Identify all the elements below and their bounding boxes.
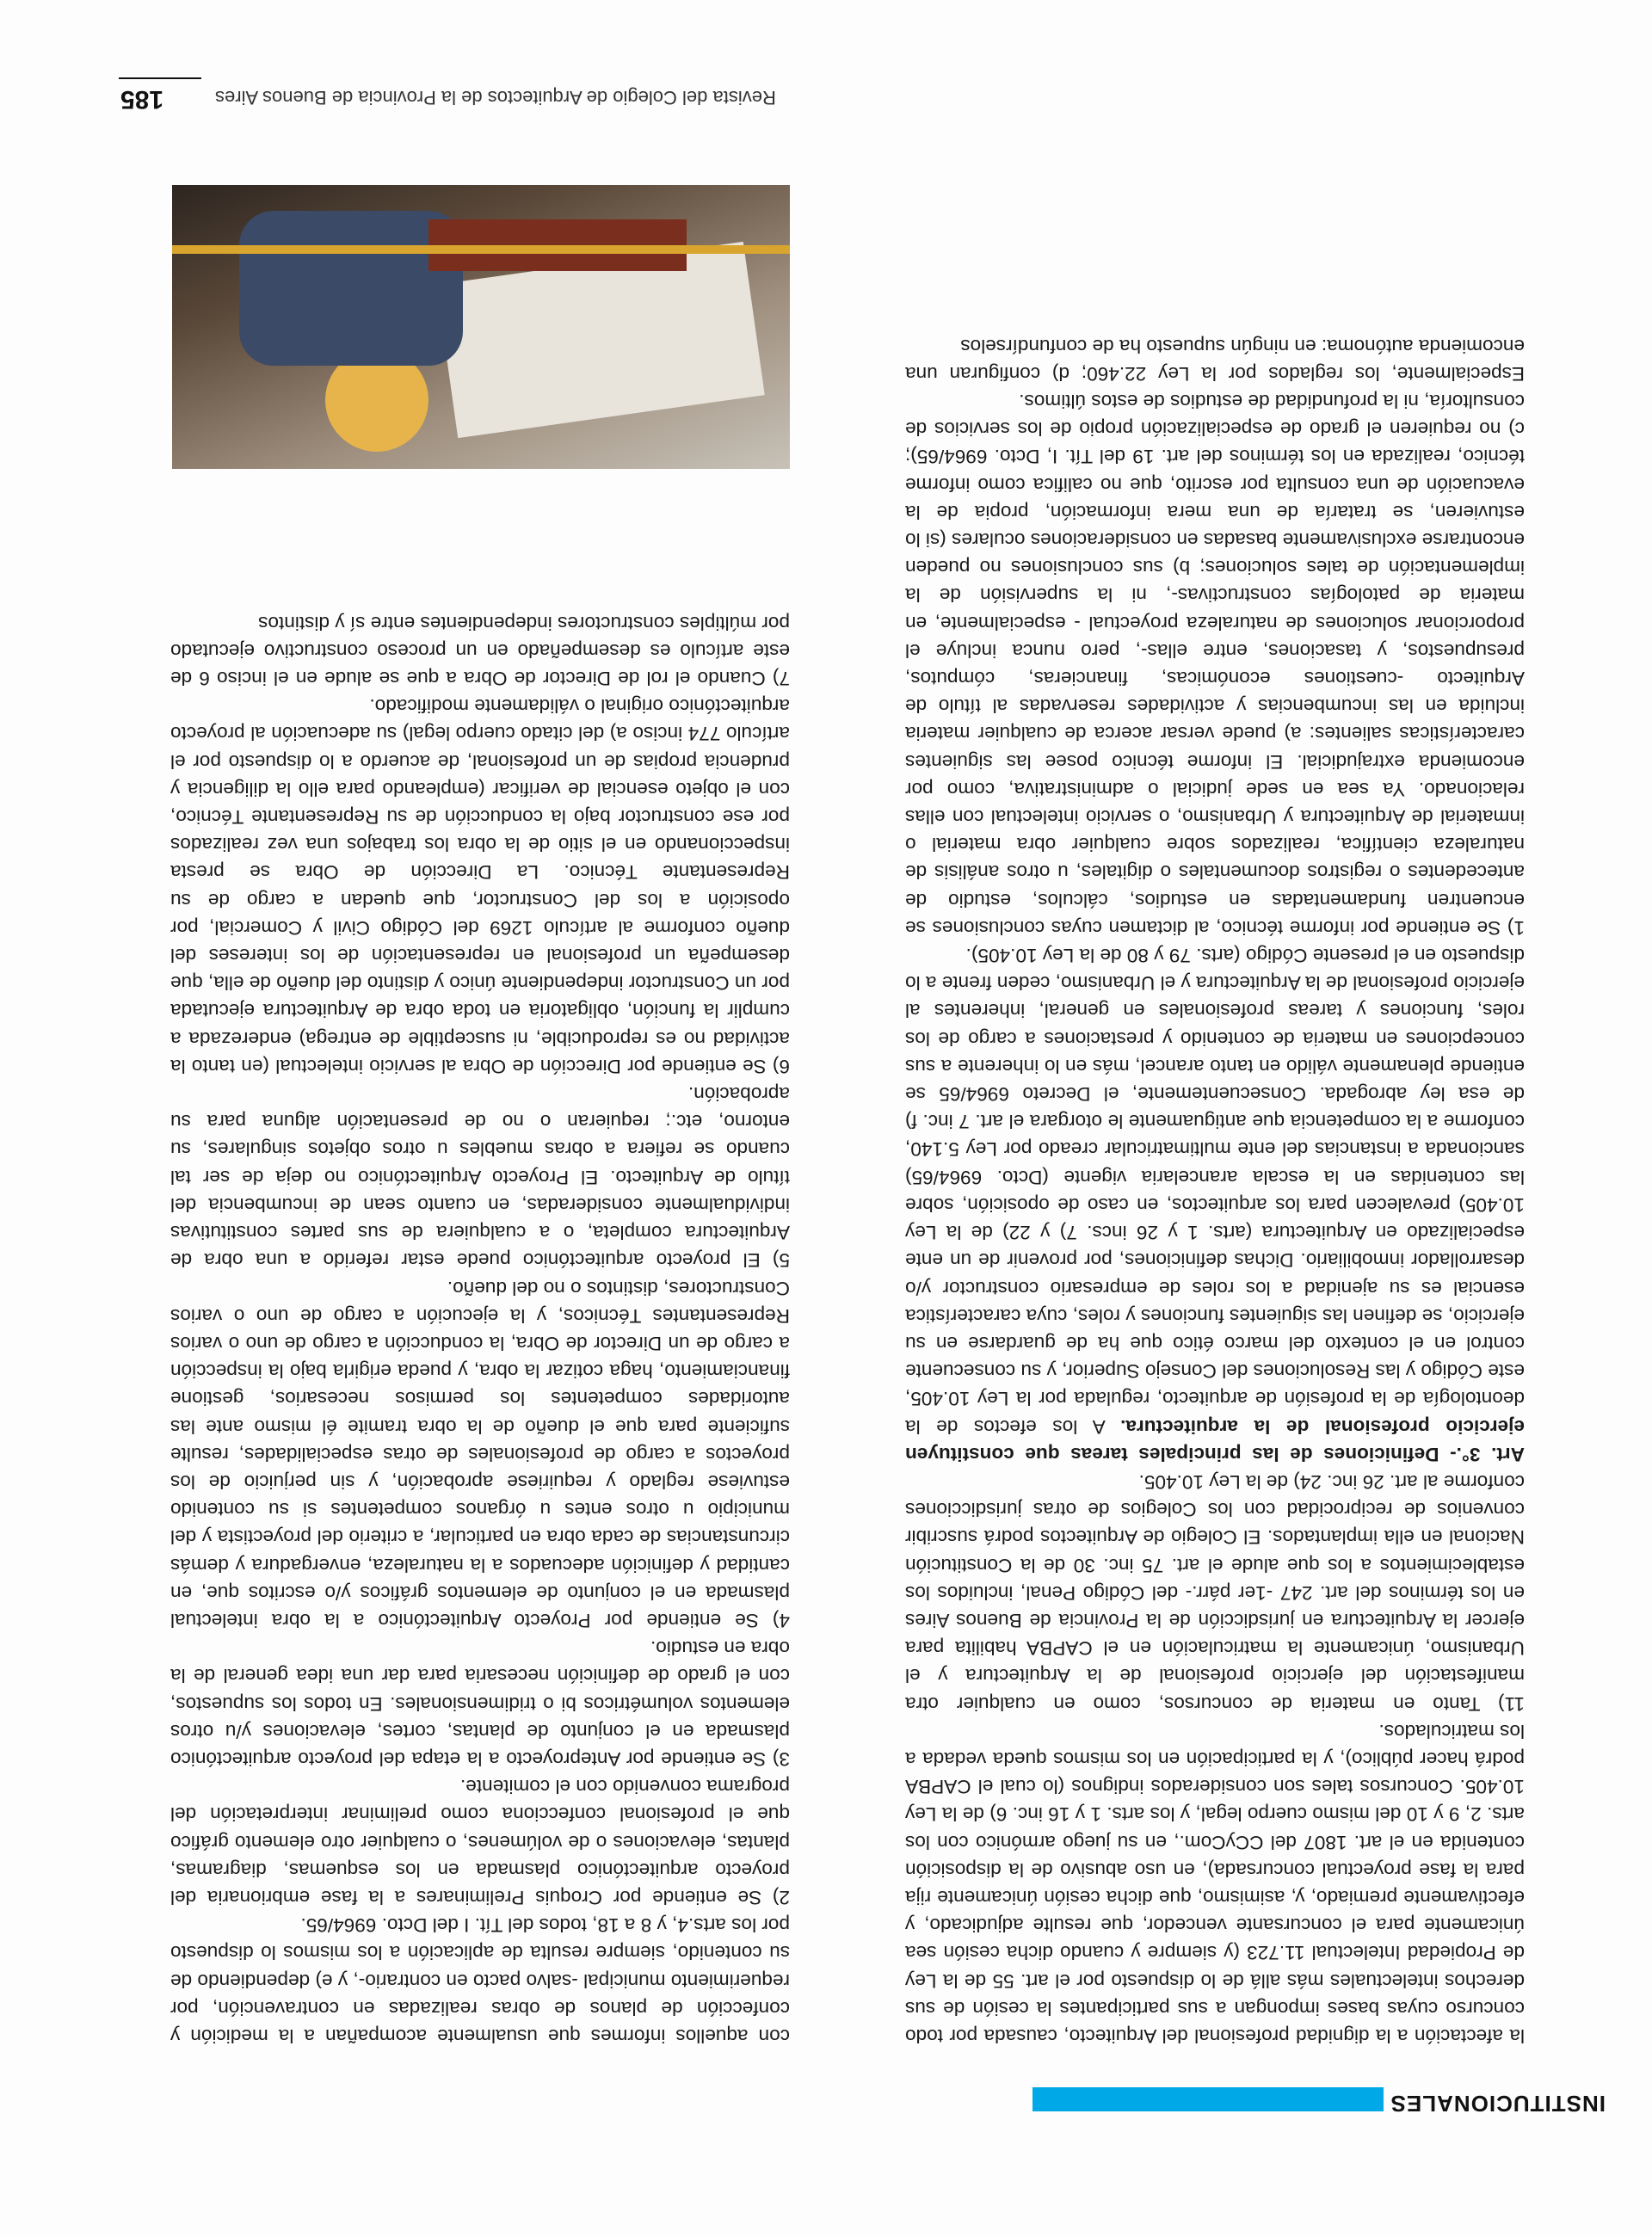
footer-rule	[119, 77, 201, 79]
paragraph: Especialmente, los reglados por la Ley 22.460; d) configuran una encomienda autónoma: en ningún supuesto ha de confundírselos	[905, 335, 1525, 385]
construction-site-photo	[172, 185, 790, 469]
paragraph: 6) Se entiende por Dirección de Obra al servicio intelectual (en tanto la actividad no es reproducible, ni susceptible de entrega) enderezada a cumplir la función, obligatoria en toda obra de Arquitectura ejecutada por un Constructor independiente único y distinto del dueño de ella, que desempeña un profesional en representación de los intereses del dueño conforme al artículo 1269 del Código Civil y Comercial, por oposición a los del Constructor, que quedan a cargo de su Representante Técnico. La Dirección de Obra se presta inspeccionando en el sitio de la obra los trabajos una vez realizados por ese constructor bajo la conducción de su Representante Técnico, con el objeto esencial de verificar (empleando para ello la diligencia y prudencia propias de un profesional, de acuerdo a lo dispuesto por el artículo 774 inciso a) del citado cuerpo legal) su adecuación al proyecto arquitectónico original o válidamente modificado.	[170, 695, 790, 1077]
paragraph: la afectación a la dignidad profesional del Arquitecto, causada por todo concurso cuyas bases impongan a sus participantes la cesión de sus derechos intelectuales más allá de lo dispuesto por el art. 55 de la Ley de Propiedad Intelectual 11.723 (y siempre y cuando dicha cesión sea únicamente para el concursante vencedor, que resulte adjudicado, y efectivamente premiado, y, asimismo, que dicha cesión únicamente rija para la fase proyectual concursada), en uso abusivo de la disposición contenida en el art. 1807 del CCyCom., en su juego armónico con los arts. 2, 9 y 10 del mismo cuerpo legal, y los arts. 1 y 16 inc. 6) de la Ley 10.405. Concursos tales son considerados indignos (lo cual el CAPBA podrá hacer público), y la participación en los mismos queda vedada a los matriculados.	[905, 1720, 1525, 2047]
paragraph: 5) El proyecto arquitectónico puede estar referido a una obra de Arquitectura completa, o a cualquiera de sus partes constitutivas individualmente consideradas, en cuanto sean de incumbencia del título de Arquitecto. El Proyecto Arquitectónico no deja de ser tal cuando se refiera a obras muebles u otros objetos singulares, su entorno, etc.; requieran o no de presentación alguna para su aprobación.	[170, 1083, 790, 1272]
paragraph: 1) Se entiende por informe técnico, al dictamen cuyas conclusiones se encuentren fundamentadas en estudios, cálculos, estudio de antecedentes o registros documentales o digitales, u otros análisis de naturaleza científica, realizados sobre cualquier obra material o inmaterial de Arquitectura y Urbanismo, o servicio intelectual con ellas relacionado. Ya sea en sede judicial o administrativa, como por encomienda extrajudicial. El informe técnico posee las siguientes características salientes: a) puede versar acerca de cualquier materia incluida en las incumbencias y actividades reservadas al título de Arquitecto -cuestiones económicas, financieras, cómputos, presupuestos, y tasaciones, entre ellas-, pero nunca incluye el proporcionar soluciones de naturaleza proyectual - especialmente, en materia de patologías constructivas-, ni la supervisión de la implementación de tales soluciones; b) sus conclusiones no pueden encontrarse exclusivamente basadas en consideraciones oculares (si lo estuvieren, se trataría de una mera información, propia de la evacuación de una consulta por escrito, que no califica como informe técnico, realizada en los términos del art. 19 del Tít. I, Dcto. 6964/65); c) no requieren el grado de especialización propio de los servicios de consultoría, ni la profundidad de estudios de estos últimos.	[905, 391, 1525, 939]
page-footer	[103, 69, 776, 120]
section-accent-bar	[1032, 2087, 1384, 2111]
measuring-ruler	[172, 245, 790, 254]
text-column-right	[170, 268, 790, 2049]
paragraph: 4) Se entiende por Proyecto Arquitectónico a la obra intelectual plasmada en el conjunto de elementos gráficos y/o escritos que, en cantidad y definición adecuados a la naturaleza, envergadura y demás circunstancias de cada obra en particular, a criterio del proyectista y del municipio u otros entes u órganos competentes si su contenido estuviese reglado y requiriese aprobación, y sin perjuicio de los proyectos a cargo de profesionales de otras especialidades, resulte suficiente para que el dueño de la obra tramite él mismo ante las autoridades competentes los permisos necesarios, gestione financiamiento, haga cotizar la obra, y pueda erigirla bajo la inspección a cargo de un Director de Obra, la conducción a cargo de uno o varios Representantes Técnicos, y la ejecución a cargo de uno o varios Constructores, distintos o no del dueño.	[170, 1277, 790, 1631]
paragraph: con aquellos informes que usualmente acompañan a la medición y confección de planos de obras realizadas en contravención, por requerimiento municipal -salvo pacto en contrario-, y e) dependiendo de su contenido, siempre resulta de aplicación a los mismos lo dispuesto por los arts.4, y 8 a 18, todos del Tít. I del Dcto. 6964/65.	[170, 1914, 790, 2047]
text-column-left	[905, 331, 1525, 2049]
paragraph: 2) Se entiende por Croquis Preliminares a la fase embrionaria del proyecto arquitectónico plasmada en los esquemas, diagramas, plantas, elevaciones o de volúmenes, o cualquier otro elemento gráfico que el profesional confecciona como preliminar interpretación del programa convenido con el comitente.	[170, 1776, 790, 1908]
article-body: A los efectos de la deontología de la profesión de arquitecto, regulada por la Ley 10.405, este Código y las Resoluciones del Consejo Superior, y su consecuente control en el contexto del marco ético que ha de guardarse en su ejercicio, se definen las siguientes funciones y roles, cuya característica esencial es su ajenidad a los roles de empresario constructor y/o desarrollador inmobiliario. Dichas definiciones, por provenir de un ente especializado en Arquitectura (arts. 1 y 26 incs. 7) y 22) de la Ley 10.405) prevalecen para los arquitectos, en caso de oposición, sobre las contenidas en la escala arancelaria vigente (Dcto. 6964/65) sancionada a instancias del ente multimatricular creado por Ley 5.140, conforme a la competencia que antiguamente le otorgara el art. 7 inc. f) de esa ley abrogada. Consecuentemente, el Decreto 6964/65 se entiende plenamente válido en tanto arancel, más en lo inherente a sus concepciones en materia de contenido y prestaciones a cargo de los roles, funciones y tareas profesionales en general, inherentes al ejercicio profesional de la Arquitectura y el Urbanismo, ceden frente a lo dispuesto en el presente Código (arts. 79 y 80 de la Ley 10.405).	[905, 945, 1525, 1438]
publication-name: Revista del Colegio de Arquitectos de la Provincia de Buenos Aires	[215, 87, 776, 108]
article-heading: Art. 3°.- Definiciones de las principales tareas que constituyen ejercicio profesional de la arquitectura.	[905, 1415, 1525, 1465]
section-header	[1032, 2089, 1652, 2118]
section-title: INSTITUCIONALES	[1390, 2091, 1606, 2117]
paragraph: 3) Se entiende por Anteproyecto a la etapa del proyecto arquitectónico plasmada en el conjunto de plantas, cortes, elevaciones y/u otros elementos volumétricos bi o tridimensionales. En todos los supuestos, con el grado de definición necesaria para dar una idea general de la obra en estudio.	[170, 1637, 790, 1770]
blueprint-sheet	[436, 242, 765, 438]
paragraph	[905, 941, 1525, 1468]
paragraph: 11) Tanto en materia de concursos, como en cualquier otra manifestación del ejercicio profesional de la Arquitectura y el Urbanismo, únicamente la matriculación en el CAPBA habilita para ejercer la Arquitectura en jurisdicción de la Provincia de Buenos Aires en los términos del art. 247 -1er párr.- del Código Penal, incluidos los establecimientos a los que alude el art. 75 inc. 30 de la Constitución Nacional en ella implantados. El Colegio de Arquitectos podrá suscribir convenios de reciprocidad con los Colegios de otras jurisdicciones conforme al art. 26 inc. 24) de la Ley 10.405.	[905, 1470, 1525, 1715]
page-number: 185	[120, 85, 164, 114]
paragraph: 7) Cuando el rol de Director de Obra a que se alude en el inciso 6 de este artículo es desempeñado en un proceso constructivo ejecutado por múltiples constructores independientes entre sí y distintos	[170, 612, 790, 690]
